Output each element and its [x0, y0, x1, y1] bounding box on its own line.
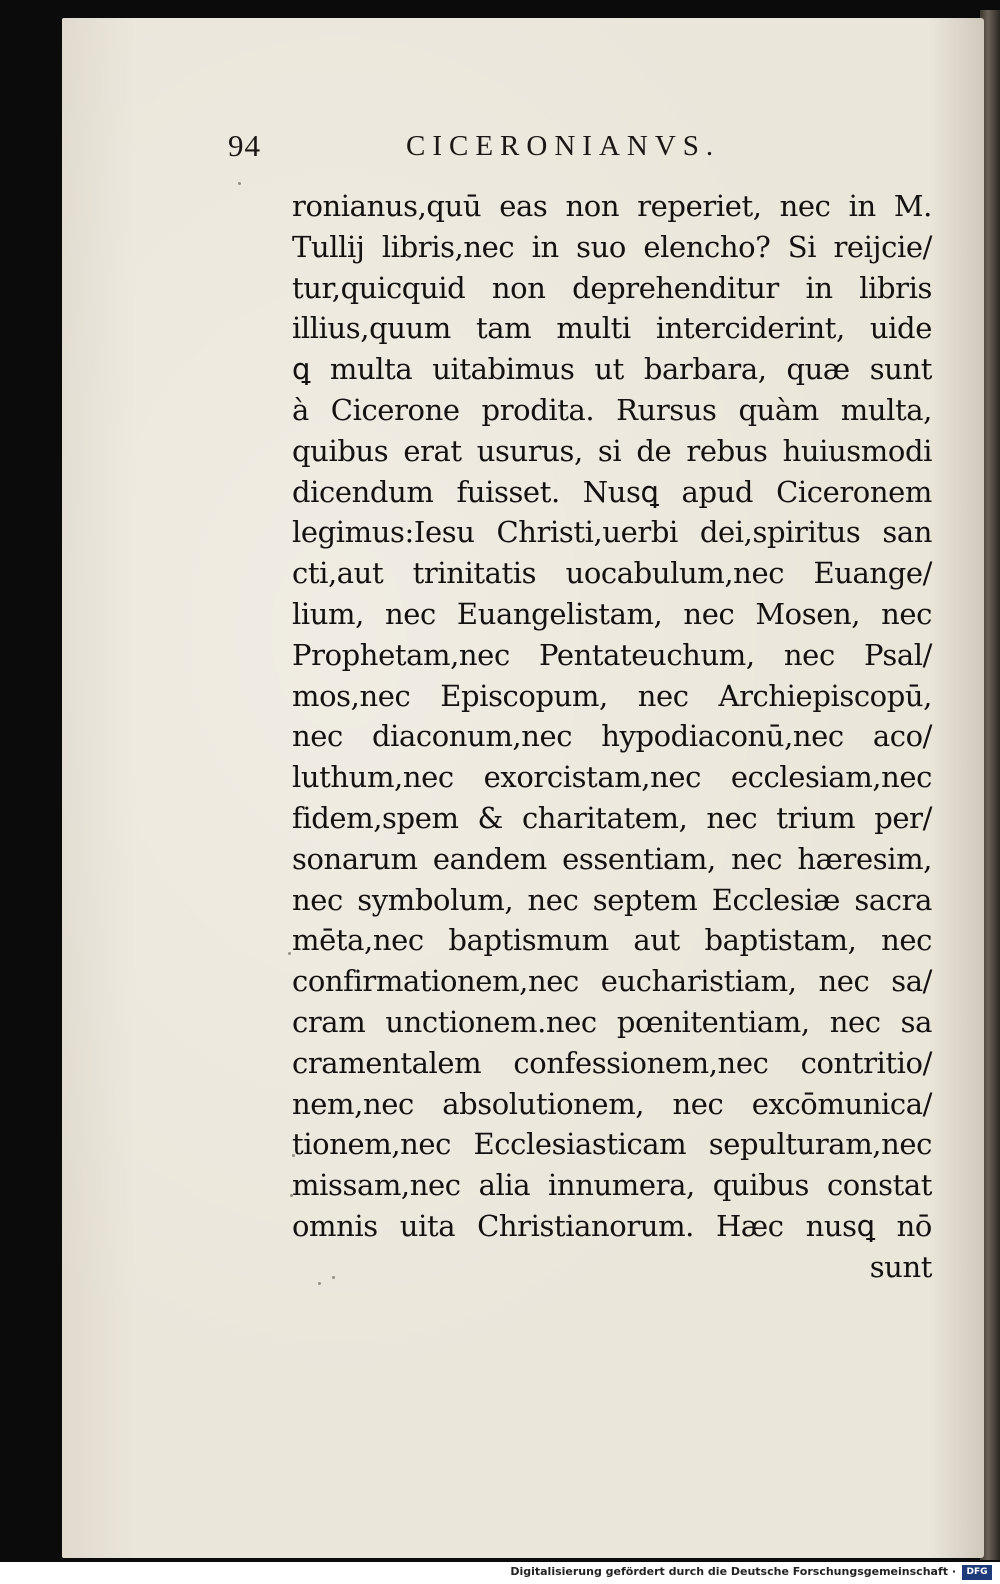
text-line: nem,nec absolutionem, nec excōmunica/ — [292, 1086, 932, 1121]
text-line: mos,nec Episcopum, nec Archiepiscopū, — [292, 678, 932, 713]
ink-speck — [288, 952, 291, 955]
text-line: legimus:Iesu Christi,uerbi dei,spiritus san — [292, 515, 932, 550]
ink-speck — [238, 182, 241, 185]
catchword: sunt — [869, 1249, 932, 1284]
text-line: omnis uita Christianorum. Hæc nusꝗ nō — [292, 1208, 932, 1243]
text-line: mēta,nec baptismum aut baptistam, nec — [292, 923, 932, 958]
text-line: ꝗ multa uitabimus ut barbara, quæ sunt — [292, 352, 932, 387]
digitization-credit: Digitalisierung gefördert durch die Deutsche Forschungsgemeinschaft · — [510, 1565, 956, 1578]
text-line: à Cicerone prodita. Rursus quàm multa, — [292, 392, 932, 427]
dfg-logo: DFG — [962, 1565, 992, 1580]
text-line: nec diaconum,nec hypodiaconū,nec aco/ — [292, 719, 932, 754]
text-line: fidem,spem & charitatem, nec trium per/ — [292, 800, 932, 835]
page-number: 94 — [228, 128, 261, 163]
text-line: tionem,nec Ecclesiasticam sepulturam,nec — [292, 1127, 932, 1162]
body-text — [292, 186, 932, 1288]
text-line: missam,nec alia innumera, quibus constat — [292, 1168, 932, 1203]
ink-speck — [332, 1276, 335, 1279]
running-head — [228, 128, 848, 168]
text-line: Tullij libris,nec in suo elencho? Si reijcie/ — [292, 229, 932, 264]
text-line: dicendum fuisset. Nusꝗ apud Ciceronem — [292, 474, 932, 509]
digitization-credit-bar — [0, 1562, 1000, 1584]
text-line: cti,aut trinitatis uocabulum,nec Euange/ — [292, 556, 932, 591]
running-title: CICERONIANVS. — [406, 130, 721, 162]
text-line: sonarum eandem essentiam, nec hæresim, — [292, 841, 932, 876]
text-line: illius,quum tam multi interciderint, uide — [292, 311, 932, 346]
ink-speck — [318, 1282, 321, 1285]
text-line: cram unctionem.nec pœnitentiam, nec sa — [292, 1004, 932, 1039]
text-line: lium, nec Euangelistam, nec Mosen, nec — [292, 596, 932, 631]
text-line: Prophetam,nec Pentateuchum, nec Psal/ — [292, 637, 932, 672]
text-line: ronianus,quū eas non reperiet, nec in M. — [292, 189, 932, 223]
text-line: confirmationem,nec eucharistiam, nec sa/ — [292, 964, 932, 999]
text-line: nec symbolum, nec septem Ecclesiæ sacra — [292, 882, 932, 917]
text-line: luthum,nec exorcistam,nec ecclesiam,nec — [292, 760, 932, 795]
text-line: quibus erat usurus, si de rebus huiusmodi — [292, 433, 932, 468]
text-line: cramentalem confessionem,nec contritio/ — [292, 1045, 932, 1080]
ink-speck — [290, 1194, 293, 1197]
text-line: tur,quicquid non deprehenditur in libris — [292, 270, 932, 305]
ink-speck — [292, 1154, 295, 1157]
